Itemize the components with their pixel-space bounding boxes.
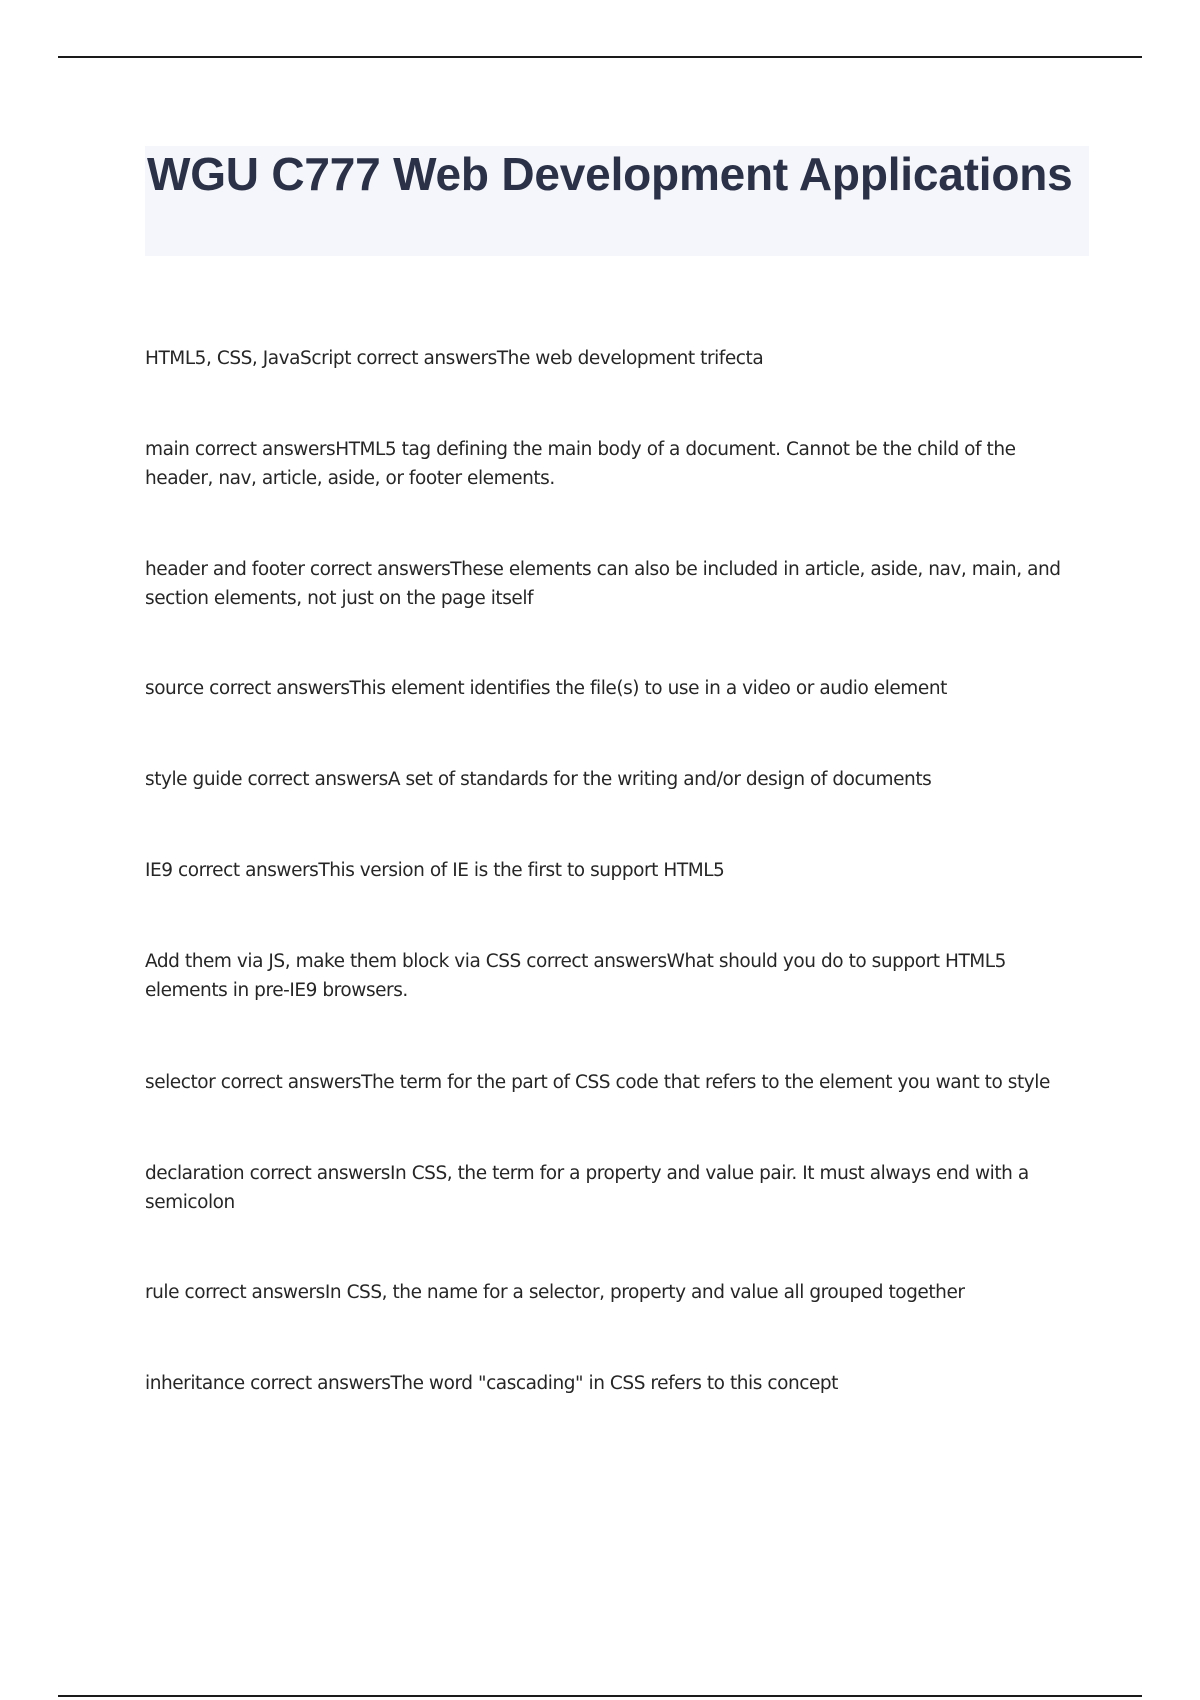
qa-term: selector [145,1072,216,1093]
qa-answer: In CSS, the name for a selector, property and value all grouped together [324,1282,965,1303]
qa-item [145,435,1085,493]
document-title: WGU C777 Web Development Applications [147,148,1073,200]
qa-answer: This element identifies the file(s) to use in a video or audio element [349,678,947,699]
qa-item [145,947,1085,1005]
qa-term: HTML5, CSS, JavaScript [145,348,352,369]
qa-separator: correct answers [351,348,497,369]
qa-answer: This version of IE is the first to support HTML5 [318,860,725,881]
qa-answer: The word "cascading" in CSS refers to this concept [390,1373,838,1394]
qa-term: declaration [145,1163,245,1184]
qa-term: style guide [145,769,243,790]
top-rule [58,56,1142,58]
qa-answer: A set of standards for the writing and/or design of documents [387,769,932,790]
qa-term: main [145,439,190,460]
qa-answer: In CSS, the term for a property and value pair. It must always end with a semicolon [145,1163,1029,1213]
qa-item [145,1369,1085,1398]
qa-separator: correct answers [203,678,350,699]
qa-term: inheritance [145,1373,245,1394]
qa-answer: The web development trifecta [496,348,764,369]
qa-separator: correct answers [520,951,667,972]
qa-separator: correct answers [189,439,336,460]
qa-item [145,674,1085,703]
qa-term: IE9 [145,860,173,881]
qa-separator: correct answers [244,1163,390,1184]
qa-separator: correct answers [172,860,319,881]
qa-item [145,344,1085,373]
qa-separator: correct answers [304,559,451,580]
qa-answer: What should you do to support HTML5 elements in pre-IE9 browsers. [145,951,1006,1001]
qa-answer: These elements can also be included in article, aside, nav, main, and section elements, not just on the page itself [145,559,1061,609]
qa-item [145,765,1085,794]
qa-answer: The term for the part of CSS code that refers to the element you want to style [361,1072,1050,1093]
bottom-rule [58,1695,1142,1697]
qa-item [145,1159,1085,1217]
qa-term: source [145,678,204,699]
qa-separator: correct answers [179,1282,325,1303]
qa-term: header and footer [145,559,305,580]
qa-item [145,1068,1085,1097]
qa-item [145,856,1085,885]
qa-answer: HTML5 tag defining the main body of a document. Cannot be the child of the header, nav, article, aside, or footer elements. [145,439,1016,489]
qa-term: Add them via JS, make them block via CSS [145,951,521,972]
qa-item [145,1278,1085,1307]
qa-separator: correct answers [244,1373,391,1394]
qa-item [145,555,1085,613]
qa-term: rule [145,1282,180,1303]
qa-separator: correct answers [242,769,388,790]
qa-separator: correct answers [215,1072,362,1093]
title-block [145,146,1089,256]
